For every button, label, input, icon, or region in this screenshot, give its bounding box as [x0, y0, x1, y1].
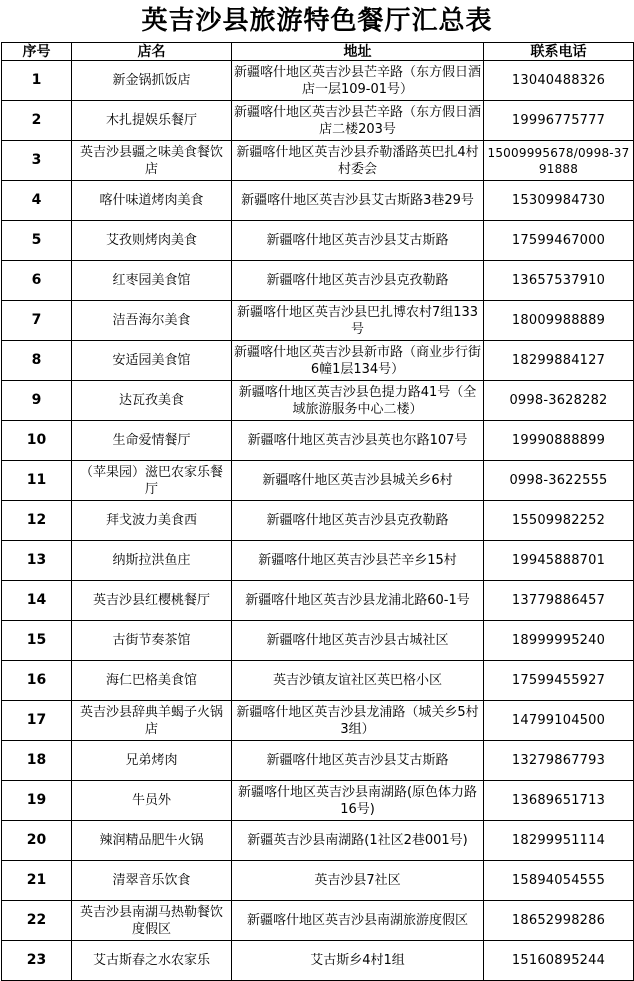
restaurant-phone: 0998-3628282	[484, 381, 634, 421]
restaurant-phone: 15509982252	[484, 501, 634, 541]
row-number: 5	[2, 221, 72, 261]
table-row	[2, 901, 634, 941]
row-number: 2	[2, 101, 72, 141]
row-number: 7	[2, 301, 72, 341]
restaurant-name: 拜戈波力美食西	[72, 501, 232, 541]
restaurant-address: 新疆喀什地区英吉沙县新市路（商业步行街6幢1层134号）	[232, 341, 484, 381]
restaurant-name: 生命爱情餐厅	[72, 421, 232, 461]
restaurant-address: 新疆喀什地区英吉沙县英也尔路107号	[232, 421, 484, 461]
table-row	[2, 821, 634, 861]
row-number: 19	[2, 781, 72, 821]
table-row	[2, 861, 634, 901]
restaurant-address: 新疆喀什地区英吉沙县巴扎博农村7组133号	[232, 301, 484, 341]
header-phone: 联系电话	[484, 43, 634, 61]
restaurant-address: 艾古斯乡4村1组	[232, 941, 484, 981]
table-header	[2, 43, 634, 61]
table-row	[2, 541, 634, 581]
restaurant-name: 木扎提娱乐餐厅	[72, 101, 232, 141]
row-number: 9	[2, 381, 72, 421]
row-number: 12	[2, 501, 72, 541]
restaurant-address: 新疆喀什地区英吉沙县龙浦北路60-1号	[232, 581, 484, 621]
restaurant-name: 英吉沙县红樱桃餐厅	[72, 581, 232, 621]
row-number: 16	[2, 661, 72, 701]
restaurant-address: 新疆喀什地区英吉沙县芒辛路（东方假日酒店一层109-01号）	[232, 61, 484, 101]
table-row	[2, 61, 634, 101]
table-row	[2, 581, 634, 621]
table-row	[2, 741, 634, 781]
header-row	[2, 43, 634, 61]
restaurant-table	[1, 42, 634, 981]
row-number: 14	[2, 581, 72, 621]
restaurant-address: 新疆英吉沙县南湖路(1社区2巷001号)	[232, 821, 484, 861]
restaurant-name: 艾孜则烤肉美食	[72, 221, 232, 261]
table-row	[2, 301, 634, 341]
restaurant-phone: 18299951114	[484, 821, 634, 861]
restaurant-address: 新疆喀什地区英吉沙县龙浦路（城关乡5村3组）	[232, 701, 484, 741]
restaurant-phone: 13040488326	[484, 61, 634, 101]
row-number: 17	[2, 701, 72, 741]
row-number: 23	[2, 941, 72, 981]
header-address: 地址	[232, 43, 484, 61]
restaurant-phone: 14799104500	[484, 701, 634, 741]
header-name: 店名	[72, 43, 232, 61]
restaurant-address: 新疆喀什地区英吉沙县艾古斯路3巷29号	[232, 181, 484, 221]
row-number: 3	[2, 141, 72, 181]
restaurant-phone: 19996775777	[484, 101, 634, 141]
restaurant-phone: 18299884127	[484, 341, 634, 381]
table-row	[2, 341, 634, 381]
table-row	[2, 621, 634, 661]
restaurant-name: 纳斯拉洪鱼庄	[72, 541, 232, 581]
restaurant-phone: 13779886457	[484, 581, 634, 621]
table-row	[2, 501, 634, 541]
restaurant-phone: 0998-3622555	[484, 461, 634, 501]
row-number: 21	[2, 861, 72, 901]
row-number: 20	[2, 821, 72, 861]
restaurant-phone: 19990888899	[484, 421, 634, 461]
restaurant-address: 新疆喀什地区英吉沙县艾古斯路	[232, 741, 484, 781]
restaurant-name: 海仁巴格美食馆	[72, 661, 232, 701]
restaurant-phone: 17599467000	[484, 221, 634, 261]
restaurant-phone: 15160895244	[484, 941, 634, 981]
restaurant-name: 安适园美食馆	[72, 341, 232, 381]
restaurant-name: （苹果园）滋巴农家乐餐厅	[72, 461, 232, 501]
row-number: 8	[2, 341, 72, 381]
row-number: 18	[2, 741, 72, 781]
restaurant-name: 新金锅抓饭店	[72, 61, 232, 101]
restaurant-address: 新疆喀什地区英吉沙县色提力路41号（全域旅游服务中心二楼）	[232, 381, 484, 421]
restaurant-phone: 17599455927	[484, 661, 634, 701]
table-row	[2, 181, 634, 221]
restaurant-name: 英吉沙县辞典羊蝎子火锅店	[72, 701, 232, 741]
restaurant-address: 新疆喀什地区英吉沙县南湖旅游度假区	[232, 901, 484, 941]
restaurant-address: 英吉沙镇友谊社区英巴格小区	[232, 661, 484, 701]
table-row	[2, 941, 634, 981]
restaurant-name: 喀什味道烤肉美食	[72, 181, 232, 221]
table-row	[2, 781, 634, 821]
table-row	[2, 381, 634, 421]
restaurant-name: 达瓦孜美食	[72, 381, 232, 421]
restaurant-address: 英吉沙县7社区	[232, 861, 484, 901]
table-row	[2, 661, 634, 701]
restaurant-address: 新疆喀什地区英吉沙县克孜勒路	[232, 501, 484, 541]
table-row	[2, 141, 634, 181]
restaurant-phone: 19945888701	[484, 541, 634, 581]
table-row	[2, 701, 634, 741]
restaurant-phone: 13657537910	[484, 261, 634, 301]
row-number: 10	[2, 421, 72, 461]
table-row	[2, 101, 634, 141]
restaurant-name: 红枣园美食馆	[72, 261, 232, 301]
restaurant-name: 艾古斯春之水农家乐	[72, 941, 232, 981]
row-number: 1	[2, 61, 72, 101]
restaurant-address: 新疆喀什地区英吉沙县艾古斯路	[232, 221, 484, 261]
restaurant-phone: 13279867793	[484, 741, 634, 781]
row-number: 22	[2, 901, 72, 941]
restaurant-phone: 18652998286	[484, 901, 634, 941]
row-number: 15	[2, 621, 72, 661]
restaurant-phone: 15009995678/0998-3791888	[484, 141, 634, 181]
restaurant-phone: 18009988889	[484, 301, 634, 341]
row-number: 11	[2, 461, 72, 501]
row-number: 4	[2, 181, 72, 221]
restaurant-phone: 18999995240	[484, 621, 634, 661]
table-row	[2, 261, 634, 301]
row-number: 6	[2, 261, 72, 301]
restaurant-phone: 15894054555	[484, 861, 634, 901]
restaurant-phone: 13689651713	[484, 781, 634, 821]
restaurant-address: 新疆喀什地区英吉沙县芒辛路（东方假日酒店二楼203号	[232, 101, 484, 141]
table-row	[2, 421, 634, 461]
header-no: 序号	[2, 43, 72, 61]
document-title: 英吉沙县旅游特色餐厅汇总表	[141, 6, 493, 36]
restaurant-name: 古街节奏茶馆	[72, 621, 232, 661]
restaurant-name: 清翠音乐饮食	[72, 861, 232, 901]
table-row	[2, 221, 634, 261]
restaurant-name: 洁吾海尔美食	[72, 301, 232, 341]
restaurant-phone: 15309984730	[484, 181, 634, 221]
restaurant-name: 英吉沙县南湖马热勒餐饮度假区	[72, 901, 232, 941]
restaurant-address: 新疆喀什地区英吉沙县芒辛乡15村	[232, 541, 484, 581]
restaurant-address: 新疆喀什地区英吉沙县乔勒潘路英巴扎4村村委会	[232, 141, 484, 181]
restaurant-address: 新疆喀什地区英吉沙县南湖路(原色体力路16号)	[232, 781, 484, 821]
row-number: 13	[2, 541, 72, 581]
table-body	[2, 61, 634, 981]
restaurant-address: 新疆喀什地区英吉沙县城关乡6村	[232, 461, 484, 501]
table-row	[2, 461, 634, 501]
restaurant-name: 牛员外	[72, 781, 232, 821]
restaurant-name: 英吉沙县疆之味美食餐饮店	[72, 141, 232, 181]
restaurant-address: 新疆喀什地区英吉沙县古城社区	[232, 621, 484, 661]
restaurant-address: 新疆喀什地区英吉沙县克孜勒路	[232, 261, 484, 301]
restaurant-name: 兄弟烤肉	[72, 741, 232, 781]
restaurant-name: 辣润精品肥牛火锅	[72, 821, 232, 861]
